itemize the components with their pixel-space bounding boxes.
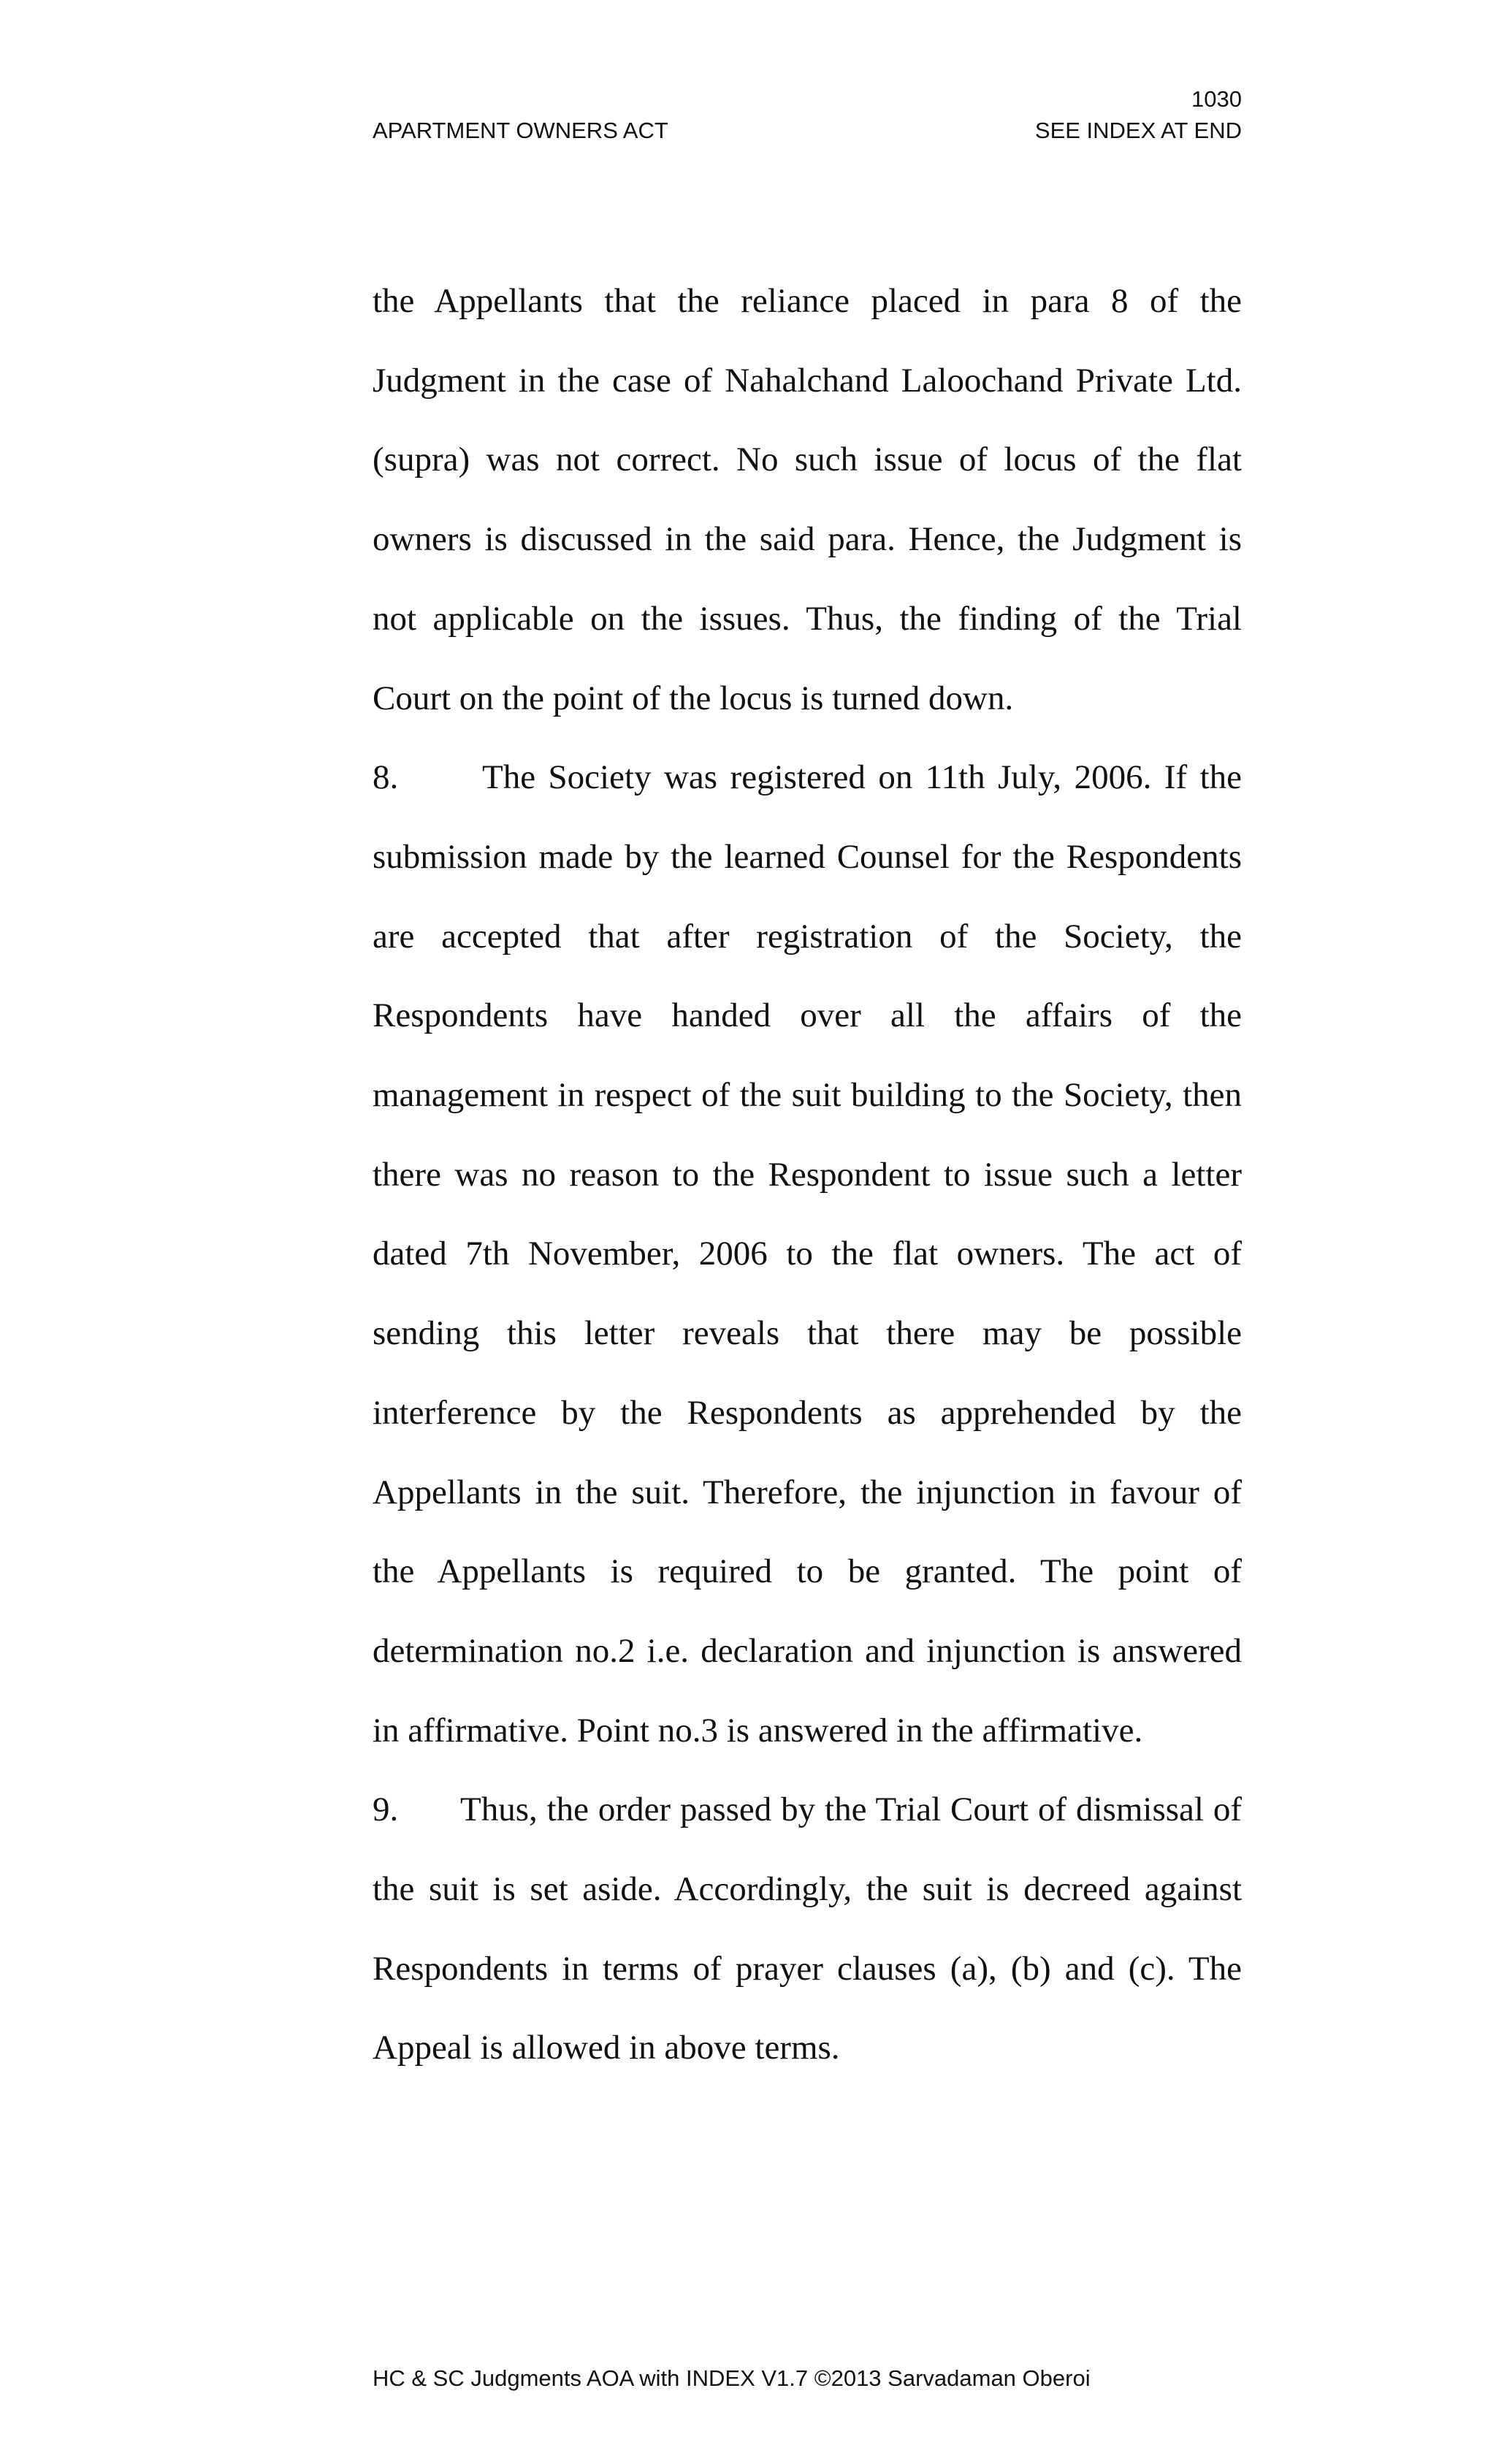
paragraph-continued: the Appellants that the reliance placed in para 8 of the Judgment in the case of Nahalchand Laloochand Private Ltd. (supra) was not correct. No such issue of locus of the flat owners is discussed in the said para. Hence, the Judgment is not applicable on the issues. Thus, the finding of the Trial Court on the point of the locus is turned down. (373, 282, 1242, 717)
page-footer: HC & SC Judgments AOA with INDEX V1.7 ©2013 Sarvadaman Oberoi (373, 2365, 1091, 2391)
paragraph-text: The Society was registered on 11th July, 2006. If the submission made by the learned Counsel for the Respondents are accepted that after registration of the Society, the Respondents have handed over all the affairs of the management in respect of the suit building to the Society, then there was no reason to the Respondent to issue such a letter dated 7th November, 2006 to the flat owners. The act of sending this letter reveals that there may be possible interference by the Respondents as apprehended by the Appellants in the suit. Therefore, the injunction in favour of the Appellants is required to be granted. The point of determination no.2 i.e. declaration and injunction is answered in affirmative. Point no.3 is answered in the affirmative. (373, 758, 1242, 1750)
page-header (373, 88, 1242, 142)
paragraph-9 (373, 1770, 1242, 2088)
header-index-note: SEE INDEX AT END (1034, 118, 1242, 143)
paragraph-text: Thus, the order passed by the Trial Court of dismissal of the suit is set aside. Accordingly, the suit is decreed against Respondents in terms of prayer clauses (a), (b) and (c). The Appeal is allowed in above terms. (373, 1790, 1242, 2067)
paragraph-8 (373, 738, 1242, 1770)
paragraph-number: 8. (373, 758, 399, 797)
header-row (373, 119, 1242, 142)
document-body (373, 262, 1242, 2088)
page-number: 1030 (1191, 86, 1242, 112)
paragraph-number: 9. (373, 1790, 399, 1829)
header-title: APARTMENT OWNERS ACT (373, 118, 668, 143)
